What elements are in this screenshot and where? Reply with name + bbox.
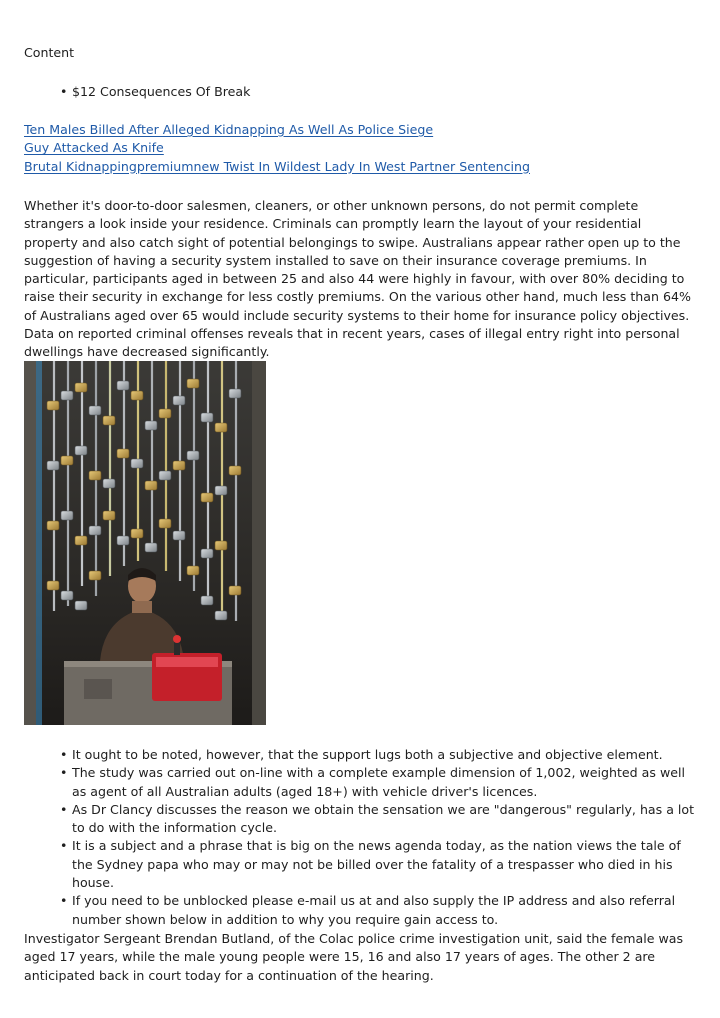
related-link[interactable]: Brutal Kidnappingpremiumnew Twist In Wildest Lady In West Partner Sentencing: [24, 158, 530, 174]
list-item: [24, 801, 696, 838]
bullet-icon: •: [60, 84, 68, 99]
bullet-icon: •: [60, 893, 68, 909]
related-link[interactable]: Ten Males Billed After Alleged Kidnapping As Well As Police Siege: [24, 122, 434, 137]
list-item: [24, 764, 696, 801]
bullet-icon: •: [60, 765, 68, 781]
padlock-shop-image: [24, 361, 266, 725]
list-item-text: If you need to be unblocked please e-mail us at and also supply the IP address and also referral number shown below in addition to why you require gain access to.: [72, 893, 676, 927]
list-item-text: It is a subject and a phrase that is big on the news agenda today, as the nation views the tale of the Sydney papa who may or may not be billed over the fatality of a trespasser who died in his house.: [72, 838, 681, 891]
table-of-contents: [24, 83, 250, 101]
bullet-icon: •: [60, 747, 68, 762]
body-paragraph: Investigator Sergeant Brendan Butland, of the Colac police crime investigation unit, said the female was aged 17 years, while the male young people were 15, 16 and also 17 years of ages. The other 2 are anticipated back in court today for a continuation of the hearing.: [24, 931, 684, 983]
padlock-shop-photo: [24, 361, 266, 725]
toc-item-label: $12 Consequences Of Break: [72, 84, 251, 99]
list-item: [24, 746, 696, 764]
bullet-list: [24, 746, 696, 929]
list-item: [24, 892, 696, 929]
bullet-icon: •: [60, 838, 68, 854]
content-heading: Content: [24, 45, 75, 60]
list-item-text: The study was carried out on-line with a complete example dimension of 1,002, weighted as well as agent of all Australian adults (aged 18+) with vehicle driver's licences.: [72, 765, 686, 799]
body-paragraph: Whether it's door-to-door salesmen, cleaners, or other unknown persons, do not permit complete strangers a look inside your residence. Criminals can promptly learn the layout of your residential property and also catch sight of potential belongings to swipe. Australians appear rather open up to the suggestion of having a security system installed to save on their insurance coverage premiums. In particular, participants aged in between 25 and also 44 were highly in favour, with over 80% deciding to raise their security in exchange for less costly premiums. On the various other hand, much less than 64% of Australians aged over 65 would include security systems to their home for insurance policy objectives. Data on reported criminal offenses reveals that in recent years, cases of illegal entry right into personal dwellings have decreased significantly.: [24, 198, 691, 360]
list-item-text: It ought to be noted, however, that the support lugs both a subjective and objective element.: [72, 747, 663, 762]
bullet-icon: •: [60, 801, 68, 817]
related-link[interactable]: Guy Attacked As Knife: [24, 140, 164, 156]
toc-item[interactable]: [24, 83, 250, 101]
related-links: [24, 121, 530, 176]
list-item: [24, 837, 696, 892]
list-item-text: As Dr Clancy discusses the reason we obtain the sensation we are "dangerous" regularly, has a lot to do with the information cycle.: [72, 801, 695, 836]
